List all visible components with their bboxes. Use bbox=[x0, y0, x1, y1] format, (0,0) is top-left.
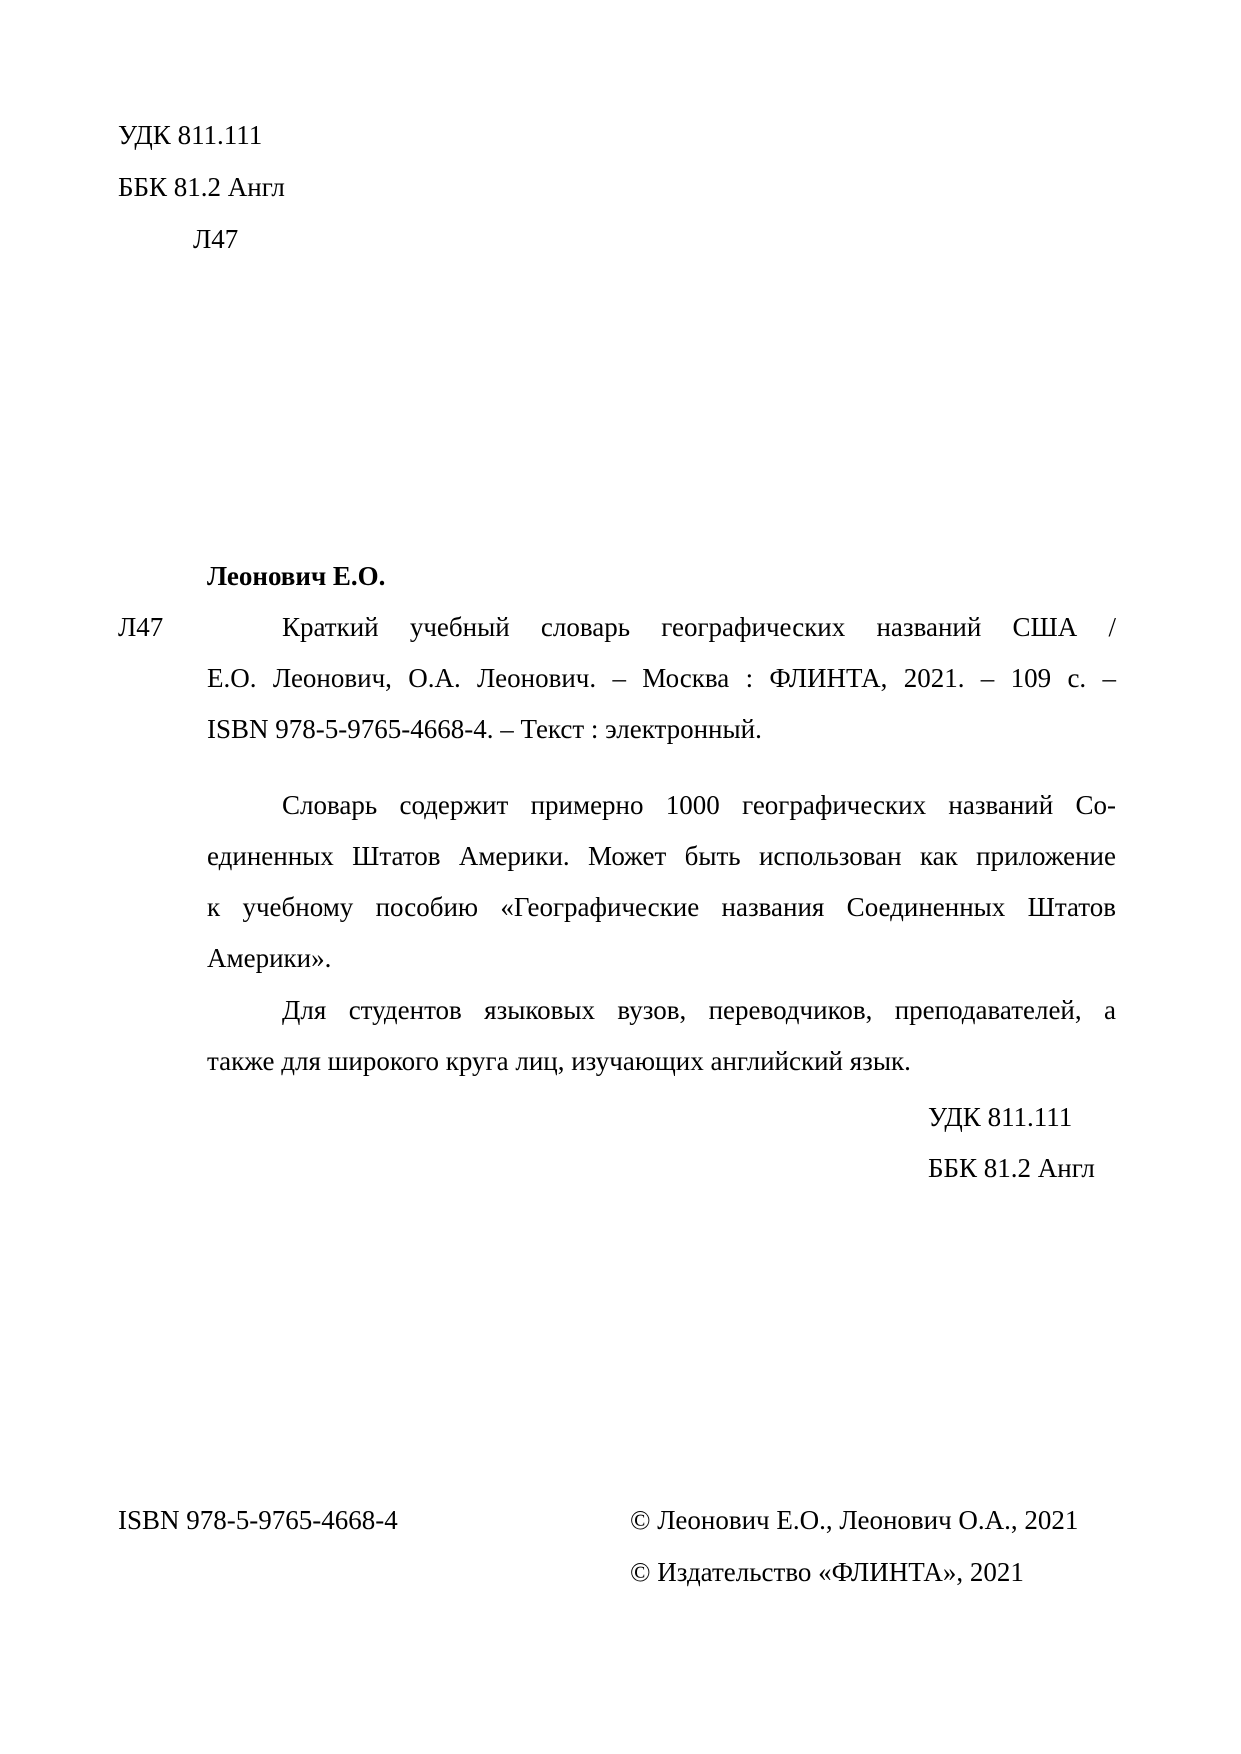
footer-copyright-authors: © Леонович Е.О., Леонович О.А., 2021 bbox=[630, 1505, 1079, 1535]
classification-bbk: ББК 81.2 Англ bbox=[928, 1153, 1095, 1183]
annotation-p2-line-1: Для студентов языковых вузов, переводчиков, преподавателей, а bbox=[282, 995, 1116, 1025]
entry-mark: Л47 bbox=[118, 612, 164, 642]
footer-copyright-publisher: © Издательство «ФЛИНТА», 2021 bbox=[630, 1557, 1024, 1587]
annotation-p1-line-3: к учебному пособию «Географические названия Соединенных Штатов bbox=[207, 892, 1116, 922]
header-author-mark: Л47 bbox=[193, 224, 239, 254]
header-udk: УДК 811.111 bbox=[118, 120, 263, 150]
annotation-p1-line-1: Словарь содержит примерно 1000 географических названий Со- bbox=[282, 790, 1116, 820]
annotation-p1-line-4: Америки». bbox=[207, 943, 332, 973]
header-bbk: ББК 81.2 Англ bbox=[118, 172, 285, 202]
footer-isbn: ISBN 978-5-9765-4668-4 bbox=[118, 1505, 398, 1535]
entry-bib-line-1: Краткий учебный словарь географических названий США / bbox=[282, 612, 1116, 642]
entry-bib-line-3: ISBN 978-5-9765-4668-4. – Текст : электронный. bbox=[207, 714, 762, 744]
entry-bib-line-2: Е.О. Леонович, О.А. Леонович. – Москва : ФЛИНТА, 2021. – 109 с. – bbox=[207, 663, 1116, 693]
classification-udk: УДК 811.111 bbox=[928, 1102, 1073, 1132]
entry-author: Леонович Е.О. bbox=[207, 561, 386, 591]
annotation-p2-line-2: также для широкого круга лиц, изучающих английский язык. bbox=[207, 1046, 911, 1076]
annotation-p1-line-2: единенных Штатов Америки. Может быть использован как приложение bbox=[207, 841, 1116, 871]
